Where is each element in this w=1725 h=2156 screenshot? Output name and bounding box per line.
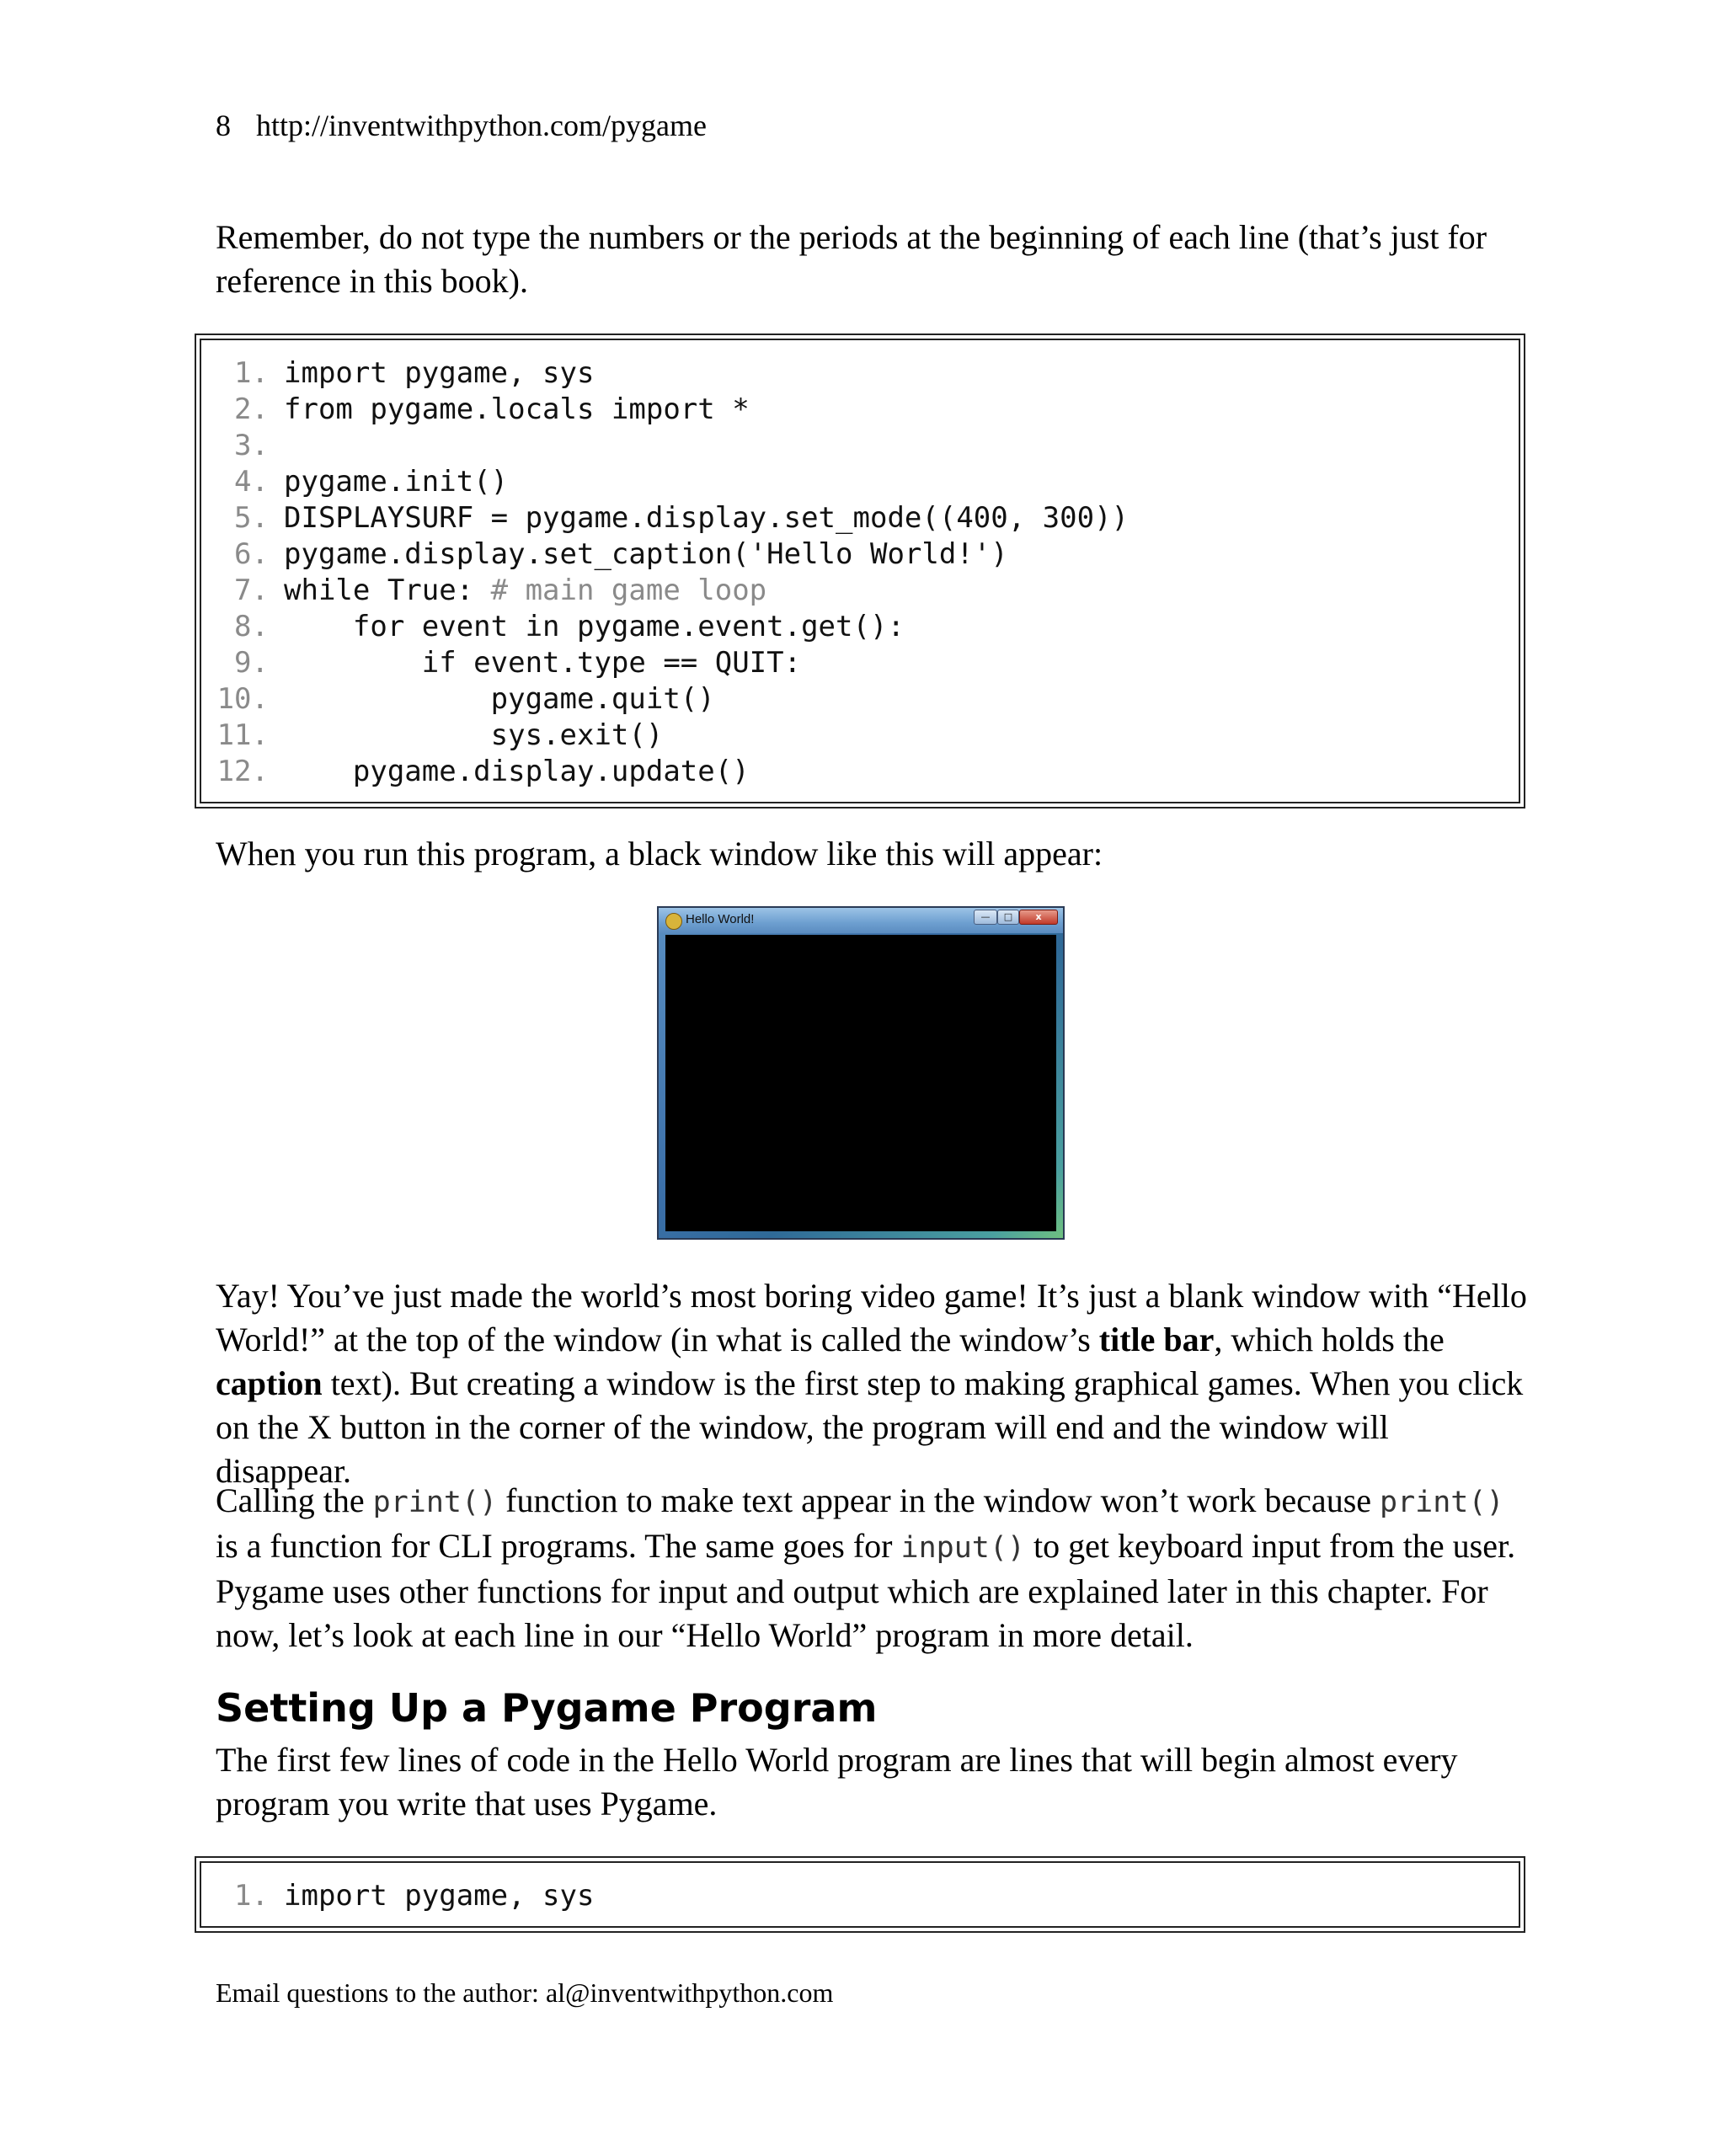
code-text: sys.exit() <box>284 718 664 752</box>
text-run: is a function for CLI programs. The same goes for <box>216 1527 901 1565</box>
text-run: text). But creating a window is the first step to making graphical games. When you click on the X button in the corner of the window, the program will end and the window will disappear. <box>216 1364 1524 1490</box>
code-text: pygame.quit() <box>284 682 715 716</box>
page-footer: Email questions to the author: al@inventwithpython.com <box>216 1977 834 2008</box>
code-text: import pygame, sys <box>284 1879 595 1913</box>
black-window-surface <box>665 935 1056 1231</box>
page-header <box>216 108 707 143</box>
code-text: import pygame, sys <box>284 356 595 390</box>
line-number: 5. <box>234 501 269 535</box>
code-listing-inner <box>200 1861 1520 1928</box>
code-line <box>201 1878 1519 1914</box>
line-number: 1. <box>234 356 269 390</box>
window-title-bar <box>659 908 1063 933</box>
code-line <box>201 428 1519 464</box>
code-text: pygame.display.set_caption('Hello World!') <box>284 537 1008 571</box>
hello-world-window-screenshot <box>657 906 1065 1240</box>
maximize-icon: □ <box>997 910 1019 925</box>
line-number: 2. <box>234 392 269 426</box>
code-text: if event.type == QUIT: <box>284 646 802 680</box>
header-url: http://inventwithpython.com/pygame <box>256 109 707 142</box>
code-text: DISPLAYSURF = pygame.display.set_mode((400, 300)) <box>284 501 1130 535</box>
line-number: 10. <box>216 682 269 716</box>
code-text: pygame.init() <box>284 465 509 499</box>
line-number: 7. <box>234 574 269 607</box>
code-line <box>201 500 1519 536</box>
line-number: 11. <box>216 718 269 752</box>
code-line <box>201 355 1519 392</box>
code-line <box>201 754 1519 790</box>
term-title-bar: title bar <box>1098 1321 1215 1358</box>
window-controls <box>974 910 1058 925</box>
text-run: to get keyboard input from the user. Pygame uses other functions for input and output which are explained later in this chapter. For now, let’s look at each line in our “Hello World” program in more detail. <box>216 1527 1516 1654</box>
inline-code-print: print() <box>1380 1486 1504 1519</box>
line-number: 4. <box>234 465 269 499</box>
print-paragraph <box>216 1479 1530 1657</box>
line-number: 3. <box>234 429 269 462</box>
pygame-snake-icon <box>665 913 682 930</box>
minimize-icon: — <box>974 910 997 925</box>
text-run: Calling the <box>216 1481 373 1519</box>
code-line <box>201 536 1519 573</box>
window-caption: Hello World! <box>686 912 755 926</box>
run-paragraph: When you run this program, a black window like this will appear: <box>216 835 1103 873</box>
line-number: 1. <box>234 1879 269 1913</box>
inline-code-input: input() <box>900 1531 1026 1565</box>
code-line <box>201 392 1519 428</box>
intro-paragraph: Remember, do not type the numbers or the periods at the beginning of each line (that’s just for reference in this book). <box>216 218 1487 300</box>
section-paragraph: The first few lines of code in the Hello World program are lines that will begin almost every program you write that uses Pygame. <box>216 1741 1458 1822</box>
code-comment: # main game loop <box>490 574 767 607</box>
section-heading: Setting Up a Pygame Program <box>216 1685 878 1731</box>
code-line <box>201 718 1519 754</box>
line-number: 12. <box>216 755 269 788</box>
code-listing-inner <box>200 339 1520 803</box>
code-line <box>201 609 1519 645</box>
term-caption: caption <box>216 1364 323 1402</box>
line-number: 9. <box>234 646 269 680</box>
code-text: for event in pygame.event.get(): <box>284 610 905 643</box>
text-run: , which holds the <box>1214 1321 1445 1358</box>
code-line <box>201 464 1519 500</box>
text-run: Yay! You’ve just made the world’s most boring video game! It’s just a blank window with “Hello World!” at the top of the window (in what is called the window’s <box>216 1277 1527 1358</box>
inline-code-print: print() <box>372 1486 498 1519</box>
close-icon: x <box>1019 910 1058 925</box>
page-number: 8 <box>216 109 231 142</box>
yay-paragraph <box>216 1274 1530 1493</box>
code-text: from pygame.locals import * <box>284 392 750 426</box>
line-number: 8. <box>234 610 269 643</box>
code-line <box>201 573 1519 609</box>
code-line <box>201 681 1519 718</box>
text-run: function to make text appear in the window won’t work because <box>497 1481 1381 1519</box>
code-line <box>201 645 1519 681</box>
code-listing-hello-world <box>195 334 1525 808</box>
line-number: 6. <box>234 537 269 571</box>
code-text: while True: <box>284 574 491 607</box>
code-listing-import <box>195 1856 1525 1933</box>
code-text: pygame.display.update() <box>284 755 750 788</box>
